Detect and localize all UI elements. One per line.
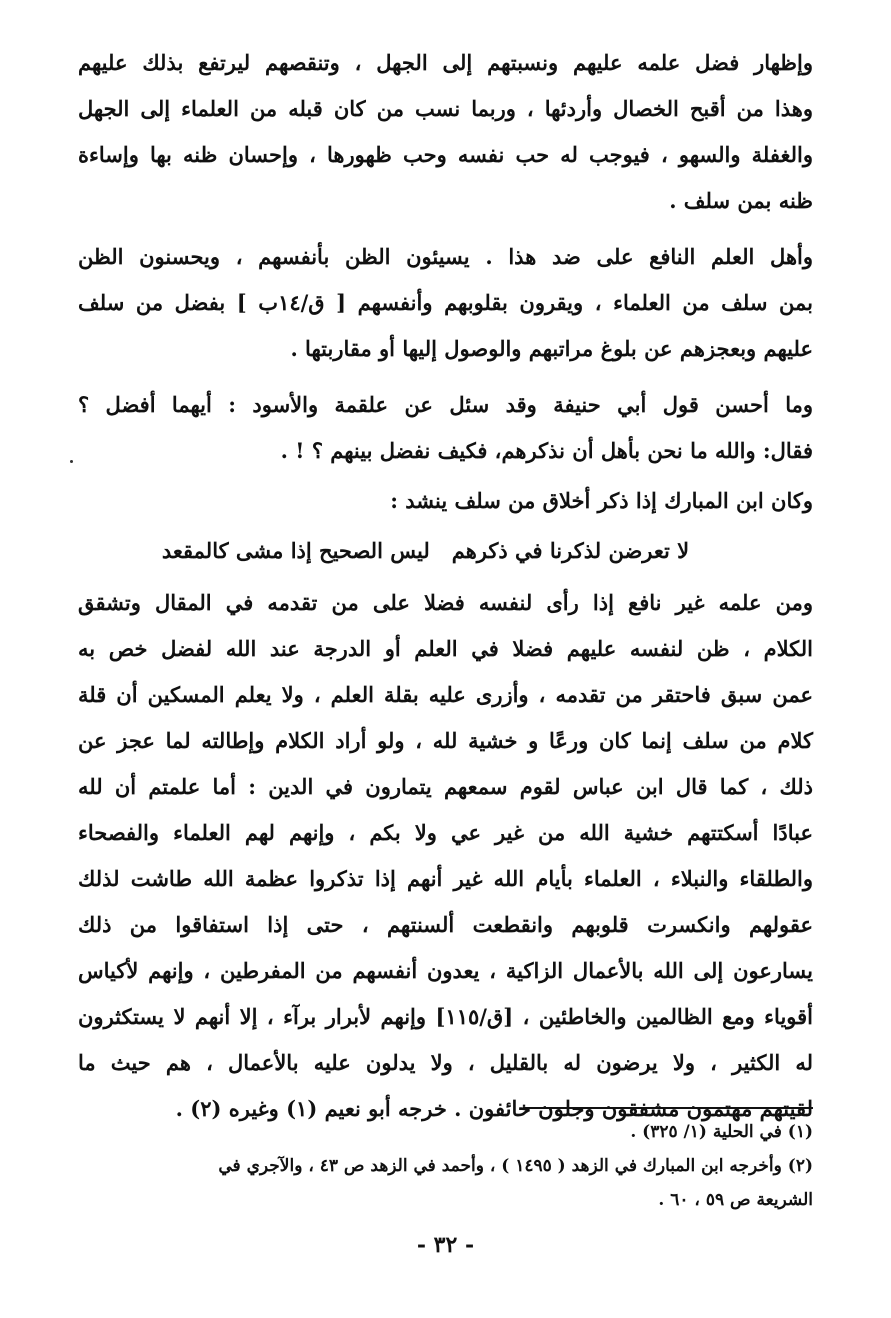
text-line: يسارعون إلى الله بالأعمال الزاكية ، يعدون أنفسهم من المفرطين ، وإنهم لأكياس bbox=[78, 958, 813, 983]
text-line: الكلام ، ظن لنفسه عليهم فضلا في العلم أو الدرجة عند الله لفضل خص به bbox=[78, 636, 813, 661]
text-line: لقيتهم مهتمون مشفقون وجلون خائفون . خرجه أبو نعيم (١) وغيره (٢) . bbox=[175, 1096, 813, 1121]
paragraph-5 bbox=[78, 580, 813, 1132]
paragraph-4 bbox=[78, 478, 813, 524]
stray-dot-mark bbox=[70, 460, 73, 463]
text-line: والغفلة والسهو ، فيوجب له حب نفسه وحب ظهورها ، وإحسان ظنه بها وإساءة bbox=[78, 142, 813, 167]
text-line: وأهل العلم النافع على ضد هذا . يسيئون الظن بأنفسهم ، ويحسنون الظن bbox=[78, 244, 813, 269]
paragraph-2 bbox=[78, 234, 813, 372]
text-line: ذلك ، كما قال ابن عباس لقوم سمعهم يتمارون في الدين : أما علمتم أن لله bbox=[78, 774, 813, 799]
verse-first-hemistich: لا تعرضن لذكرنا في ذكرهم bbox=[451, 538, 690, 563]
paragraph-1 bbox=[78, 40, 813, 224]
poetry-verse bbox=[78, 528, 813, 574]
text-line: عقولهم وانكسرت قلوبهم وانقطعت ألسنتهم ، حتى إذا استفاقوا من ذلك bbox=[78, 912, 813, 937]
footnote-1: (١) في الحلية (١/ ٣٢٥) . bbox=[630, 1122, 813, 1142]
text-line: بمن سلف من العلماء ، ويقرون بقلوبهم وأنفسهم [ ق/١٤ب ] بفضل من سلف bbox=[78, 290, 813, 315]
text-line: وكان ابن المبارك إذا ذكر أخلاق من سلف ينشد : bbox=[390, 488, 813, 513]
page-number: - ٣٢ - bbox=[416, 1232, 475, 1258]
text-line: وما أحسن قول أبي حنيفة وقد سئل عن علقمة والأسود : أيهما أفضل ؟ bbox=[78, 392, 813, 417]
text-line: عبادًا أسكتتهم خشية الله من غير عي ولا بكم ، وإنهم لهم العلماء والفصحاء bbox=[78, 820, 814, 845]
text-line: كلام من سلف إنما كان ورعًا و خشية لله ، ولو أراد الكلام وإطالته لما عجز عن bbox=[78, 728, 813, 753]
text-line: والطلقاء والنبلاء ، العلماء بأيام الله غير أنهم إذا تذكروا عظمة الله طاشت لذلك bbox=[78, 866, 813, 891]
text-line: فقال: والله ما نحن بأهل أن نذكرهم، فكيف نفضل بينهم ؟ ! . bbox=[280, 438, 813, 463]
text-line: ومن علمه غير نافع إذا رأى لنفسه فضلا على من تقدمه في المقال وتشقق bbox=[78, 590, 813, 615]
text-line: وإظهار فضل علمه عليهم ونسبتهم إلى الجهل ، وتنقصهم ليرتفع بذلك عليهم bbox=[78, 50, 813, 75]
verse-second-hemistich: ليس الصحيح إذا مشى كالمقعد bbox=[161, 538, 430, 563]
text-line: ظنه بمن سلف . bbox=[669, 188, 813, 213]
footnote-2: (٢) وأخرجه ابن المبارك في الزهد ( ١٤٩٥ ) ، وأحمد في الزهد ص ٤٣ ، والآجري في bbox=[218, 1156, 813, 1176]
text-line: عمن سبق فاحتقر من تقدمه ، وأزرى عليه بقلة العلم ، ولا يعلم المسكين أن قلة bbox=[78, 682, 813, 707]
footnote-divider bbox=[523, 1107, 813, 1109]
footnotes bbox=[78, 1115, 813, 1217]
text-line: أقوياء ومع الظالمين والخاطئين ، [ق/١١٥] وإنهم لأبرار برآء ، إلا أنهم لا يستكثرون bbox=[78, 1004, 814, 1029]
text-line: وهذا من أقبح الخصال وأردئها ، وربما نسب من كان قبله من العلماء إلى الجهل bbox=[78, 96, 813, 121]
text-line: له الكثير ، ولا يرضون له بالقليل ، ولا يدلون عليه بالأعمال ، هم حيث ما bbox=[78, 1050, 813, 1075]
text-line: عليهم وبعجزهم عن بلوغ مراتبهم والوصول إليها أو مقاربتها . bbox=[290, 336, 813, 361]
paragraph-3 bbox=[78, 382, 813, 474]
footnote-2-continued: الشريعة ص ٥٩ ، ٦٠ . bbox=[658, 1190, 813, 1210]
main-text bbox=[78, 40, 813, 1132]
